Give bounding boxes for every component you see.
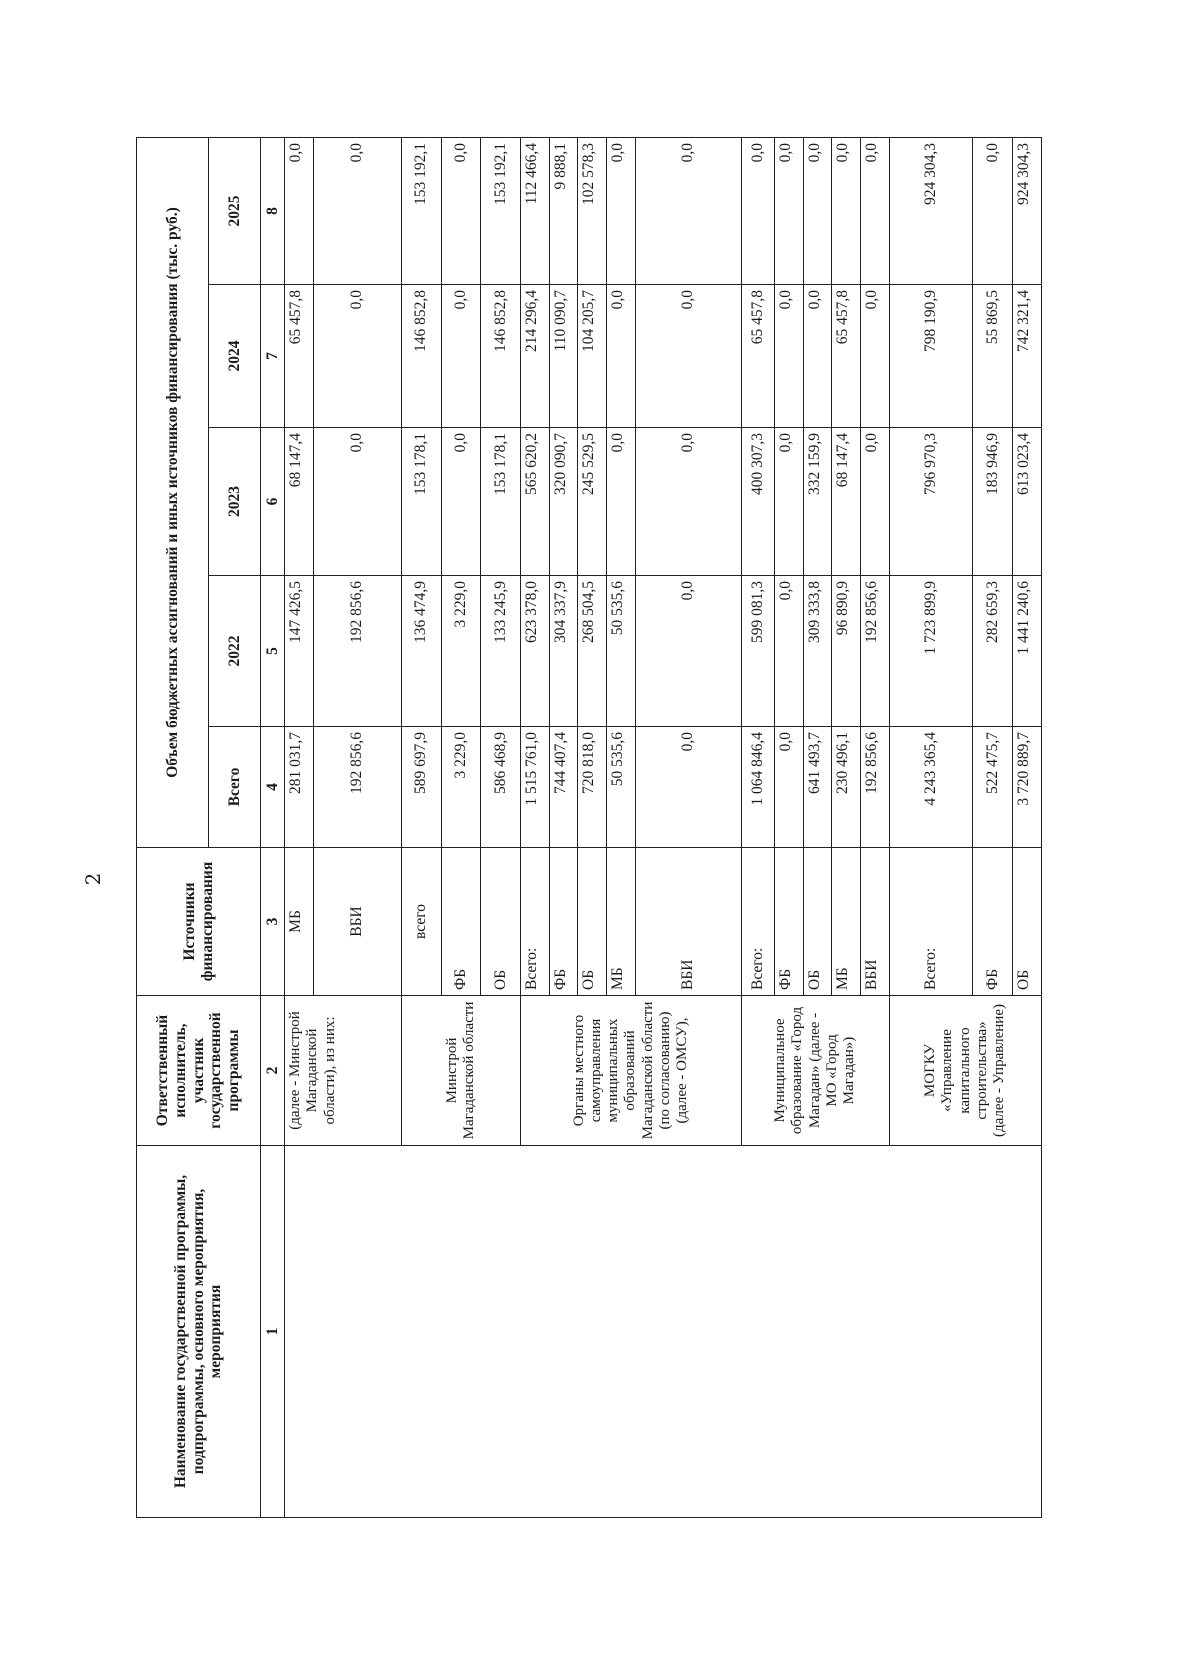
source-cell: МБ (832, 848, 861, 996)
header-total: Всего (209, 727, 261, 848)
value-cell: 230 496,1 (832, 727, 861, 848)
column-number: 5 (261, 576, 285, 727)
value-cell: 0,0 (774, 428, 803, 576)
value-cell: 599 081,3 (741, 576, 774, 727)
executor-cell: Органы местного самоуправления муниципальных образований Магаданской области (по согласованию) (далее - ОМСУ), (521, 996, 742, 1146)
value-cell: 192 856,6 (860, 727, 889, 848)
value-cell: 0,0 (803, 137, 832, 284)
value-cell: 641 493,7 (803, 727, 832, 848)
value-cell: 0,0 (441, 285, 481, 428)
value-cell: 146 852,8 (481, 285, 521, 428)
value-cell: 0,0 (741, 137, 774, 284)
source-cell: МБ (607, 848, 636, 996)
value-cell: 1 064 846,4 (741, 727, 774, 848)
value-cell: 102 578,3 (578, 137, 607, 284)
value-cell: 744 407,4 (549, 727, 578, 848)
source-cell: Всего: (889, 848, 973, 996)
source-cell: ОБ (803, 848, 832, 996)
header-volume: Объем бюджетных ассигнований и иных источников финансирования (тыс. руб.) (137, 137, 209, 847)
value-cell: 589 697,9 (401, 727, 441, 848)
value-cell: 0,0 (635, 576, 741, 727)
value-cell: 0,0 (774, 727, 803, 848)
value-cell: 309 333,8 (803, 576, 832, 727)
value-cell: 0,0 (635, 428, 741, 576)
value-cell: 192 856,6 (313, 576, 401, 727)
executor-cell: Минстрой Магаданской области (401, 996, 520, 1146)
value-cell: 0,0 (774, 137, 803, 284)
value-cell: 586 468,9 (481, 727, 521, 848)
source-cell: ВБИ (635, 848, 741, 996)
value-cell: 0,0 (832, 137, 861, 284)
value-cell: 0,0 (313, 285, 401, 428)
rotated-table-container (136, 138, 1042, 1518)
source-cell: ОБ (481, 848, 521, 996)
header-executor: Ответственный исполнитель, участник государственной программы (137, 996, 261, 1146)
value-cell: 153 178,1 (481, 428, 521, 576)
source-cell: ОБ (578, 848, 607, 996)
value-cell: 400 307,3 (741, 428, 774, 576)
source-cell: ФБ (973, 848, 1013, 996)
value-cell: 0,0 (607, 137, 636, 284)
value-cell: 1 723 899,9 (889, 576, 973, 727)
value-cell: 50 535,6 (607, 576, 636, 727)
value-cell: 720 818,0 (578, 727, 607, 848)
source-cell: ФБ (441, 848, 481, 996)
column-number: 7 (261, 285, 285, 428)
value-cell: 320 090,7 (549, 428, 578, 576)
value-cell: 798 190,9 (889, 285, 973, 428)
value-cell: 522 475,7 (973, 727, 1013, 848)
value-cell: 214 296,4 (521, 285, 550, 428)
value-cell: 0,0 (607, 428, 636, 576)
source-cell: всего (401, 848, 441, 996)
page-number: 2 (81, 872, 105, 886)
value-cell: 4 243 365,4 (889, 727, 973, 848)
value-cell: 0,0 (774, 285, 803, 428)
column-number: 6 (261, 428, 285, 576)
value-cell: 245 529,5 (578, 428, 607, 576)
header-year-2025: 2025 (209, 137, 261, 284)
source-cell: ВБИ (860, 848, 889, 996)
source-cell: Всего: (741, 848, 774, 996)
source-cell: Всего: (521, 848, 550, 996)
value-cell: 613 023,4 (1013, 428, 1042, 576)
value-cell: 96 890,9 (832, 576, 861, 727)
value-cell: 304 337,9 (549, 576, 578, 727)
value-cell: 65 457,8 (741, 285, 774, 428)
source-cell: МБ (285, 848, 314, 996)
source-cell: ФБ (549, 848, 578, 996)
value-cell: 50 535,6 (607, 727, 636, 848)
value-cell: 147 426,5 (285, 576, 314, 727)
value-cell: 0,0 (285, 137, 314, 284)
value-cell: 3 720 889,7 (1013, 727, 1042, 848)
value-cell: 1 515 761,0 (521, 727, 550, 848)
header-source: Источники финансирования (137, 848, 261, 996)
value-cell: 153 178,1 (401, 428, 441, 576)
executor-cell: (далее - Минстрой Магаданской области), из них: (285, 996, 402, 1146)
header-year-2024: 2024 (209, 285, 261, 428)
value-cell: 112 466,4 (521, 137, 550, 284)
value-cell: 3 229,0 (441, 727, 481, 848)
column-number: 4 (261, 727, 285, 848)
value-cell: 136 474,9 (401, 576, 441, 727)
value-cell: 183 946,9 (973, 428, 1013, 576)
header-year-2022: 2022 (209, 576, 261, 727)
table-row (285, 137, 314, 1517)
column-number: 2 (261, 996, 285, 1146)
value-cell: 68 147,4 (285, 428, 314, 576)
financing-table (136, 137, 1042, 1518)
program-name-cell (285, 1146, 1042, 1518)
value-cell: 0,0 (313, 428, 401, 576)
value-cell: 0,0 (860, 285, 889, 428)
value-cell: 0,0 (860, 428, 889, 576)
value-cell: 0,0 (774, 576, 803, 727)
value-cell: 110 090,7 (549, 285, 578, 428)
source-cell: ФБ (774, 848, 803, 996)
value-cell: 0,0 (635, 285, 741, 428)
value-cell: 65 457,8 (285, 285, 314, 428)
value-cell: 565 620,2 (521, 428, 550, 576)
value-cell: 65 457,8 (832, 285, 861, 428)
value-cell: 268 504,5 (578, 576, 607, 727)
value-cell: 0,0 (803, 285, 832, 428)
value-cell: 104 205,7 (578, 285, 607, 428)
value-cell: 924 304,3 (889, 137, 973, 284)
value-cell: 0,0 (635, 137, 741, 284)
column-number: 8 (261, 137, 285, 284)
value-cell: 55 869,5 (973, 285, 1013, 428)
column-number: 1 (261, 1146, 285, 1518)
value-cell: 742 321,4 (1013, 285, 1042, 428)
value-cell: 9 888,1 (549, 137, 578, 284)
value-cell: 0,0 (635, 727, 741, 848)
value-cell: 623 378,0 (521, 576, 550, 727)
value-cell: 68 147,4 (832, 428, 861, 576)
value-cell: 0,0 (313, 137, 401, 284)
value-cell: 0,0 (860, 137, 889, 284)
value-cell: 153 192,1 (481, 137, 521, 284)
value-cell: 1 441 240,6 (1013, 576, 1042, 727)
value-cell: 282 659,3 (973, 576, 1013, 727)
value-cell: 0,0 (973, 137, 1013, 284)
header-year-2023: 2023 (209, 428, 261, 576)
value-cell: 3 229,0 (441, 576, 481, 727)
column-number: 3 (261, 848, 285, 996)
value-cell: 192 856,6 (313, 727, 401, 848)
executor-cell: Муниципальное образование «Город Магадан» (далее - МО «Город Магадан») (741, 996, 889, 1146)
value-cell: 133 245,9 (481, 576, 521, 727)
value-cell: 0,0 (441, 137, 481, 284)
source-cell: ОБ (1013, 848, 1042, 996)
executor-cell: МОГКУ «Управление капитального строительства» (далее - Управление) (889, 996, 1041, 1146)
value-cell: 146 852,8 (401, 285, 441, 428)
source-cell: ВБИ (313, 848, 401, 996)
value-cell: 0,0 (607, 285, 636, 428)
value-cell: 0,0 (441, 428, 481, 576)
value-cell: 192 856,6 (860, 576, 889, 727)
value-cell: 332 159,9 (803, 428, 832, 576)
value-cell: 281 031,7 (285, 727, 314, 848)
value-cell: 924 304,3 (1013, 137, 1042, 284)
header-name: Наименование государственной программы, подпрограммы, основного мероприятия, мероприятия (137, 1146, 261, 1518)
value-cell: 796 970,3 (889, 428, 973, 576)
value-cell: 153 192,1 (401, 137, 441, 284)
